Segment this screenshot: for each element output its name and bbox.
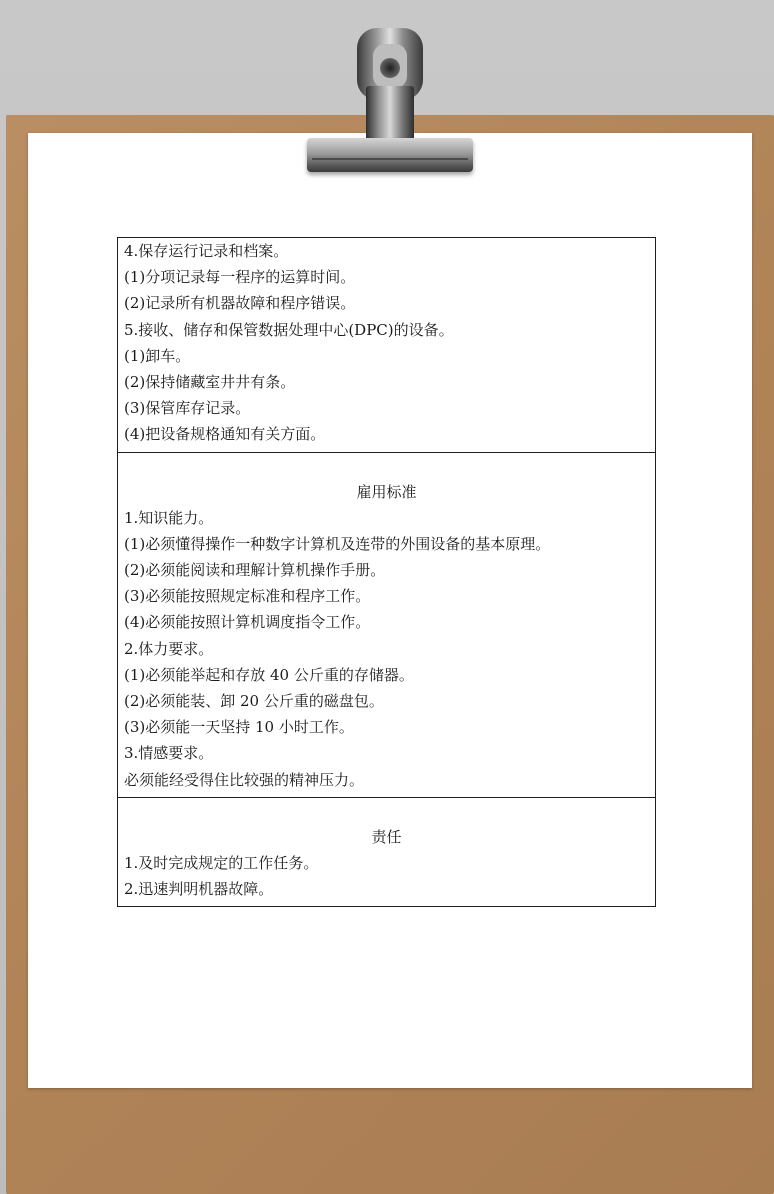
text-line: 1.及时完成规定的工作任务。 [124,853,319,872]
responsibilities-cell [118,797,656,907]
table-row-responsibilities [118,797,656,907]
section-heading-hiring-standards: 雇用标准 [356,482,417,501]
text-line: (2)必须能装、卸 20 公斤重的磁盘包。 [124,692,384,710]
text-line: (1)卸车。 [124,346,191,365]
text-line: (4)把设备规格通知有关方面。 [124,425,326,444]
text-line: 3.情感要求。 [124,744,214,763]
text-line: (1)必须能举起和存放 40 公斤重的存储器。 [124,665,414,684]
text-line: (4)必须能按照计算机调度指令工作。 [124,613,371,632]
text-line: (3)保管库存记录。 [124,399,251,418]
section-heading-responsibilities: 责任 [371,827,402,846]
text-line: 2.体力要求。 [124,639,214,658]
text-line: (2)必须能阅读和理解计算机操作手册。 [124,561,386,580]
text-line: 2.迅速判明机器故障。 [124,880,274,899]
text-line: (2)保持储藏室井井有条。 [124,372,296,391]
duties-cell [118,238,656,453]
text-line: 1.知识能力。 [124,508,214,527]
job-description-table [117,237,656,907]
text-line: 5.接收、储存和保管数据处理中心(DPC)的设备。 [124,320,454,339]
text-line: (2)记录所有机器故障和程序错误。 [124,294,356,313]
text-line: (3)必须能一天坚持 10 小时工作。 [124,718,354,737]
clip-base-line [312,158,468,160]
clip-base [307,138,473,172]
clip-hole [380,58,400,78]
text-line: (1)分项记录每一程序的运算时间。 [124,268,356,287]
text-line: (3)必须能按照规定标准和程序工作。 [124,587,371,606]
text-line: (1)必须懂得操作一种数字计算机及连带的外围设备的基本原理。 [124,534,551,553]
text-line: 必须能经受得住比较强的精神压力。 [124,770,365,789]
clip-neck [366,86,414,144]
hiring-standards-cell [118,452,656,797]
table-row-hiring-standards [118,452,656,797]
text-line: 4.保存运行记录和档案。 [124,242,289,260]
table-row-duties [118,238,656,453]
